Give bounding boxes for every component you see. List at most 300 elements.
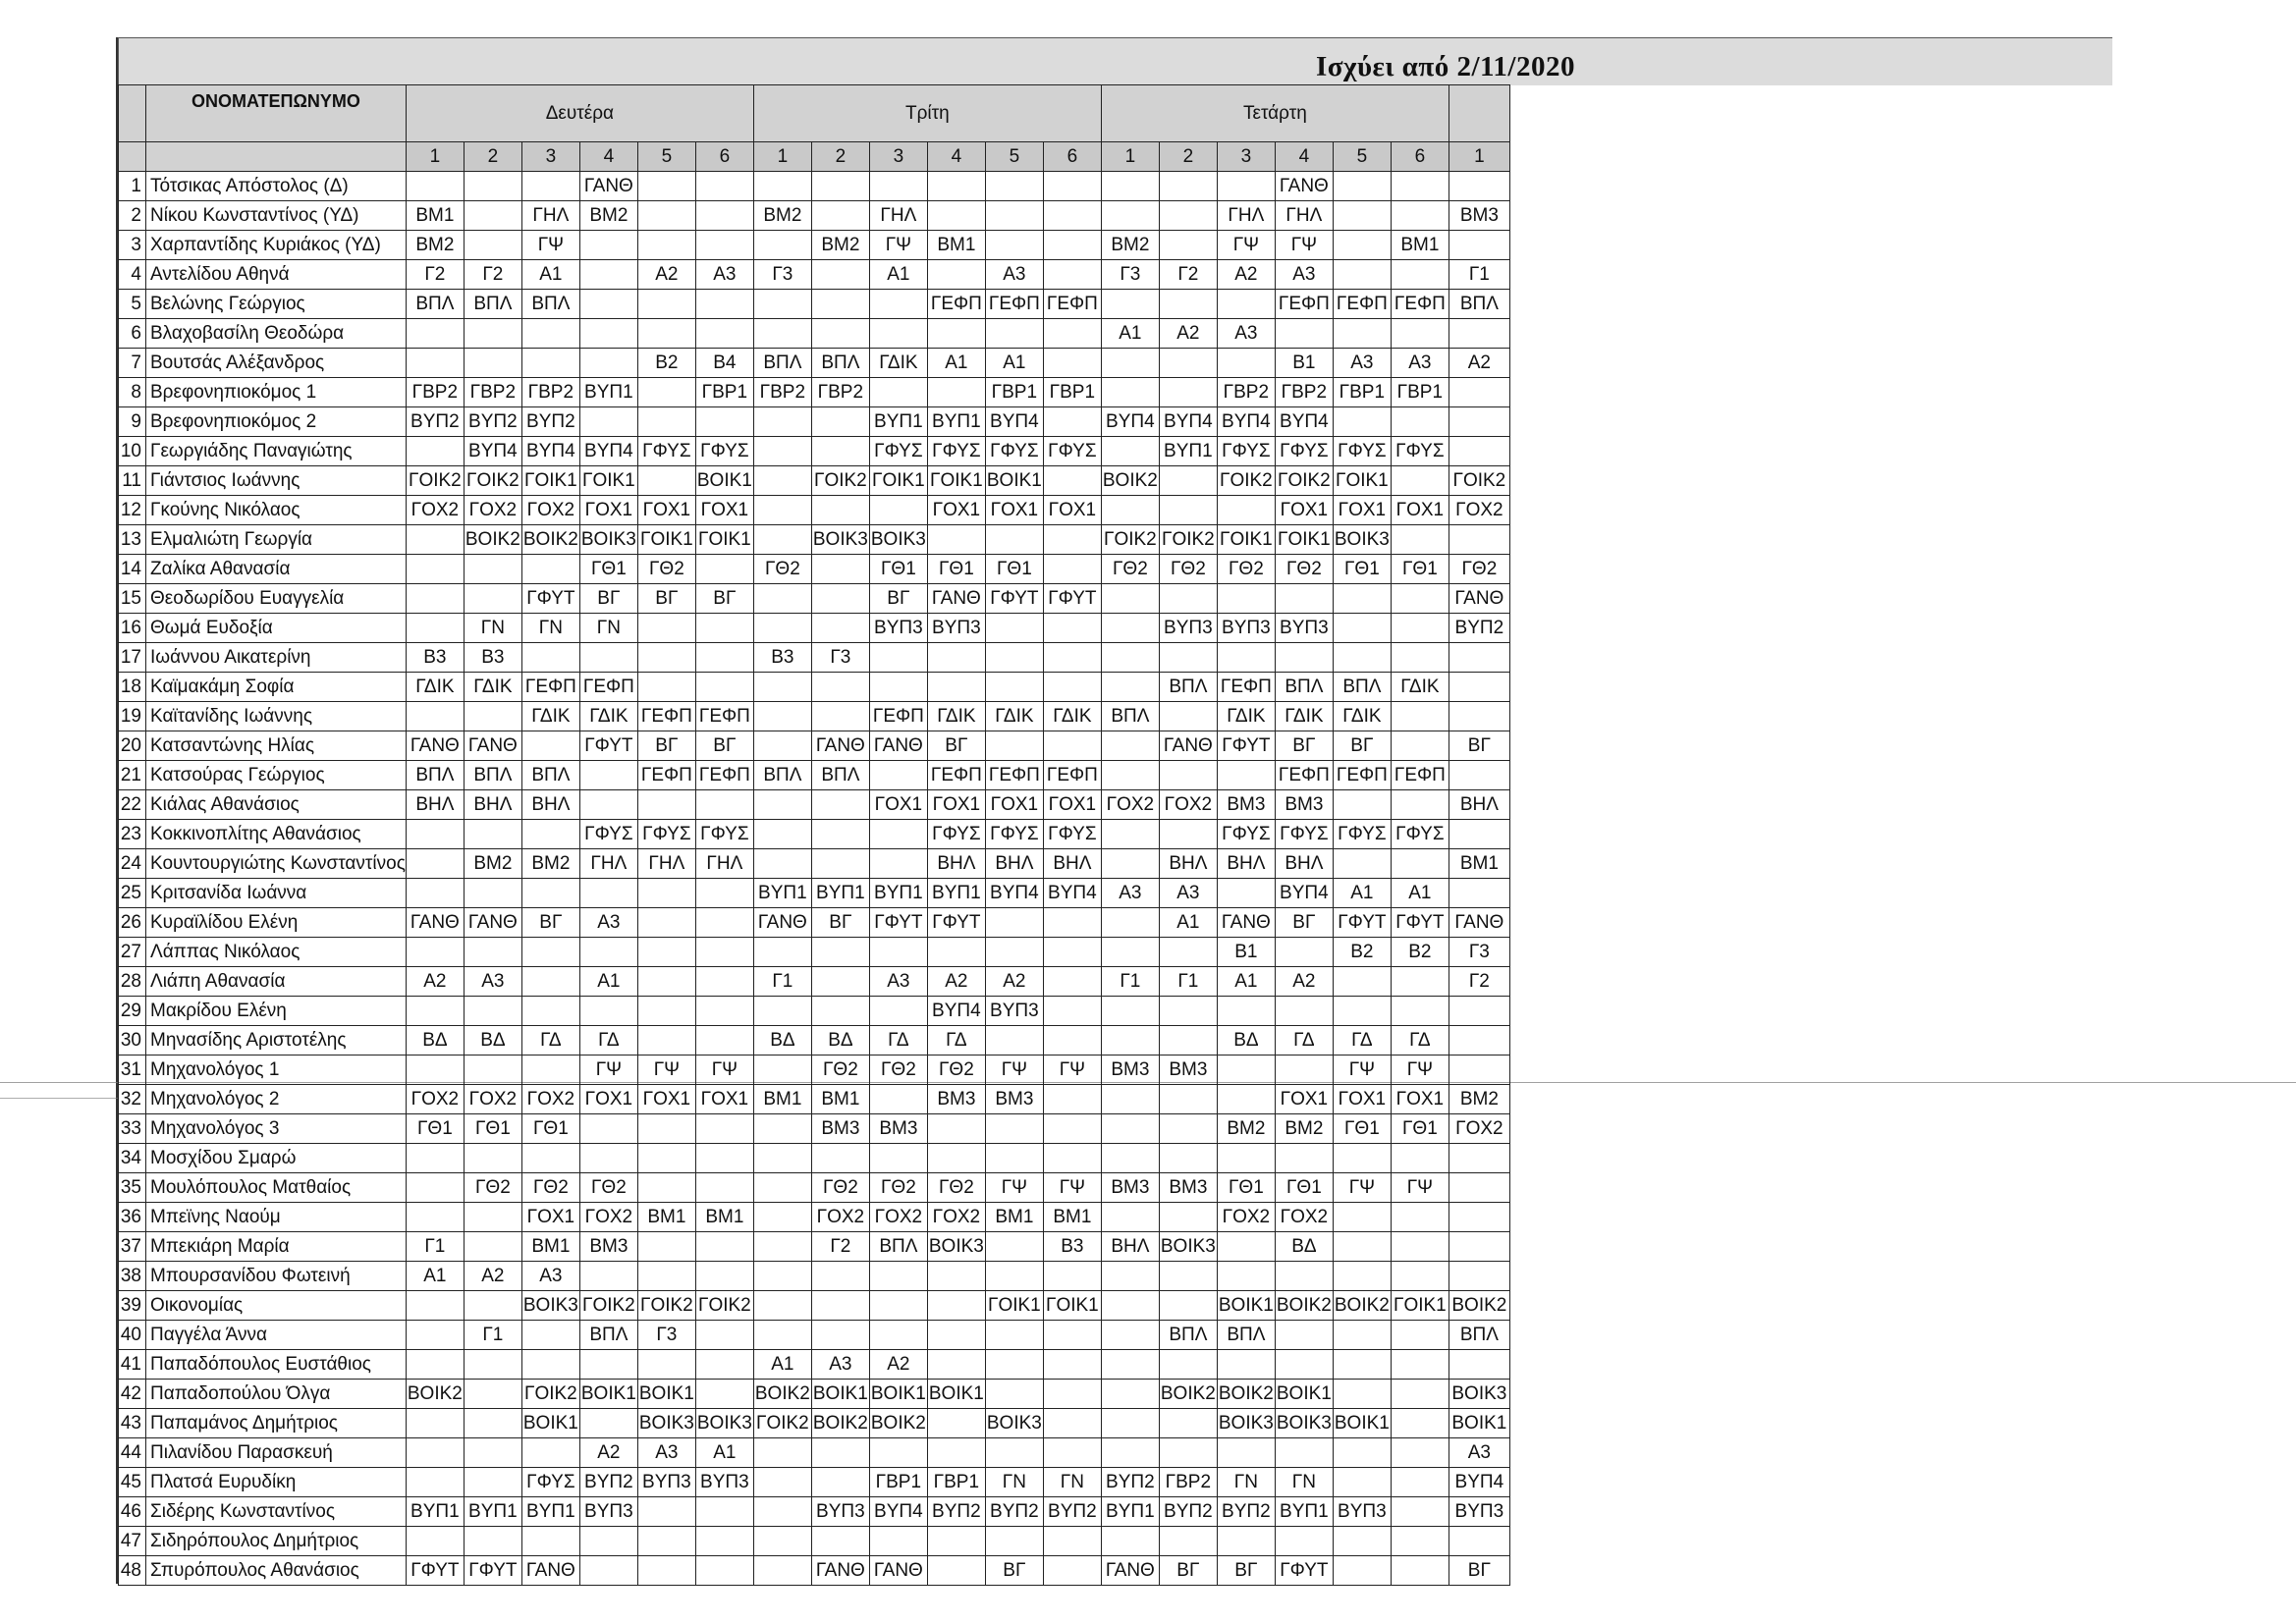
cell-tue-4: ΓΘ1 [927,555,985,584]
table-row [119,1380,1510,1409]
cell-wed-2 [1159,172,1217,201]
cell-wed-6 [1391,172,1449,201]
table-row [119,407,1510,437]
cell-wed-5 [1333,1262,1391,1291]
cell-next-1: ΒΥΠ3 [1449,1497,1509,1527]
cell-mon-3 [521,319,579,349]
cell-wed-3 [1217,997,1275,1026]
teacher-name: Κουντουργιώτης Κωνσταντίνος [146,849,407,879]
cell-mon-5: ΓΨ [637,1056,695,1085]
cell-tue-1 [753,1114,811,1144]
cell-mon-4 [579,1556,637,1586]
row-number: 6 [119,319,146,349]
cell-mon-5: ΓΕΦΠ [637,702,695,731]
cell-wed-5: ΓΟΧ1 [1333,1085,1391,1114]
cell-next-1: ΓΑΝΘ [1449,908,1509,938]
slot-header-mon-1: 1 [406,142,464,172]
cell-mon-1: ΓΔΙΚ [406,673,464,702]
cell-wed-3: ΒΥΠ2 [1217,1497,1275,1527]
cell-mon-4: ΒΠΛ [579,1321,637,1350]
row-number: 32 [119,1085,146,1114]
cell-mon-1: ΒΜ2 [406,231,464,260]
slot-header-row [119,142,1510,172]
cell-tue-2: ΒΓ [811,908,869,938]
cell-tue-4: ΓΟΧ1 [927,790,985,820]
cell-mon-1 [406,997,464,1026]
cell-tue-1 [753,702,811,731]
cell-mon-1: ΒΠΛ [406,761,464,790]
day-header-tuesday: Τρίτη [753,85,1101,142]
teacher-name: Γεωργιάδης Παναγιώτης [146,437,407,466]
cell-tue-1: ΒΟΙΚ2 [753,1380,811,1409]
cell-wed-2 [1159,290,1217,319]
cell-tue-2: ΓΘ2 [811,1056,869,1085]
cell-wed-1: ΒΥΠ2 [1101,1468,1159,1497]
cell-tue-2: ΓΟΧ2 [811,1203,869,1232]
cell-wed-5: ΓΨ [1333,1056,1391,1085]
cell-mon-1: ΒΥΠ1 [406,1497,464,1527]
cell-mon-6: ΓΟΙΚ2 [695,1291,753,1321]
cell-wed-6: ΓΦΥΤ [1391,908,1449,938]
cell-tue-6: ΓΦΥΣ [1043,820,1101,849]
cell-wed-3: ΓΒΡ2 [1217,378,1275,407]
cell-mon-2 [464,1438,521,1468]
cell-wed-1 [1101,1026,1159,1056]
table-row [119,1556,1510,1586]
cell-mon-4 [579,790,637,820]
cell-wed-3 [1217,290,1275,319]
cell-mon-3: ΒΟΙΚ2 [521,525,579,555]
cell-tue-2: ΒΜ2 [811,231,869,260]
cell-tue-2 [811,820,869,849]
cell-tue-2: Γ2 [811,1232,869,1262]
cell-wed-2: ΓΟΙΚ2 [1159,525,1217,555]
cell-tue-4: ΓΔ [927,1026,985,1056]
cell-wed-2: ΒΓ [1159,1556,1217,1586]
table-row [119,584,1510,614]
cell-wed-5: ΓΒΡ1 [1333,378,1391,407]
cell-next-1: Α3 [1449,1438,1509,1468]
cell-mon-1: ΒΔ [406,1026,464,1056]
cell-tue-6 [1043,1321,1101,1350]
cell-mon-1: ΓΟΧ2 [406,496,464,525]
cell-tue-3: ΓΘ2 [869,1173,927,1203]
table-row [119,820,1510,849]
cell-tue-6 [1043,1527,1101,1556]
cell-tue-1 [753,938,811,967]
cell-tue-3: ΒΓ [869,584,927,614]
table-row [119,260,1510,290]
cell-mon-5: ΒΥΠ3 [637,1468,695,1497]
teacher-name: Κατσαντώνης Ηλίας [146,731,407,761]
cell-mon-5: ΓΟΧ1 [637,496,695,525]
cell-wed-4 [1275,997,1333,1026]
cell-mon-4 [579,1409,637,1438]
cell-next-1 [1449,673,1509,702]
cell-wed-1 [1101,673,1159,702]
cell-wed-2: ΒΠΛ [1159,673,1217,702]
cell-tue-4 [927,260,985,290]
table-row [119,1497,1510,1527]
cell-wed-3 [1217,643,1275,673]
cell-mon-3: ΒΠΛ [521,761,579,790]
cell-mon-4 [579,997,637,1026]
cell-tue-1 [753,1527,811,1556]
cell-mon-4 [579,260,637,290]
cell-tue-2 [811,496,869,525]
cell-mon-5 [637,1527,695,1556]
cell-mon-5 [637,673,695,702]
cell-wed-6 [1391,201,1449,231]
cell-next-1: ΒΟΙΚ3 [1449,1380,1509,1409]
cell-tue-3 [869,378,927,407]
cell-tue-3: ΒΟΙΚ2 [869,1409,927,1438]
cell-tue-4: Α2 [927,967,985,997]
cell-mon-6 [695,938,753,967]
cell-tue-2 [811,849,869,879]
cell-tue-1: ΒΜ1 [753,1085,811,1114]
cell-wed-1 [1101,1114,1159,1144]
cell-wed-6: ΓΦΥΣ [1391,820,1449,849]
cell-mon-6: ΓΒΡ1 [695,378,753,407]
cell-wed-2 [1159,820,1217,849]
cell-wed-1 [1101,1262,1159,1291]
cell-wed-3 [1217,1232,1275,1262]
cell-wed-3: ΓΘ1 [1217,1173,1275,1203]
cell-wed-6 [1391,849,1449,879]
cell-tue-4: ΒΟΙΚ1 [927,1380,985,1409]
cell-next-1: ΓΟΧ2 [1449,496,1509,525]
teacher-name: Παπαδοπούλου Όλγα [146,1380,407,1409]
cell-wed-4: ΒΟΙΚ3 [1275,1409,1333,1438]
cell-mon-5 [637,1026,695,1056]
cell-wed-1: ΒΜ2 [1101,231,1159,260]
cell-tue-5 [985,643,1043,673]
cell-wed-5: ΓΘ1 [1333,1114,1391,1144]
cell-wed-3: ΓΟΙΚ1 [1217,525,1275,555]
cell-tue-5: Α1 [985,349,1043,378]
cell-mon-2 [464,1468,521,1497]
cell-wed-6 [1391,525,1449,555]
teacher-name: Βρεφονηπιοκόμος 2 [146,407,407,437]
row-number: 22 [119,790,146,820]
cell-mon-4 [579,879,637,908]
cell-wed-1 [1101,437,1159,466]
cell-tue-6 [1043,1438,1101,1468]
cell-wed-3: ΓΦΥΣ [1217,437,1275,466]
table-row [119,466,1510,496]
cell-wed-4 [1275,1321,1333,1350]
cell-tue-1: ΒΜ2 [753,201,811,231]
cell-mon-1 [406,1144,464,1173]
table-row [119,1056,1510,1085]
cell-tue-4 [927,1409,985,1438]
cell-mon-2: ΒΔ [464,1026,521,1056]
cell-wed-1 [1101,1291,1159,1321]
cell-wed-3: ΒΟΙΚ3 [1217,1409,1275,1438]
cell-wed-6 [1391,1497,1449,1527]
cell-mon-3 [521,938,579,967]
cell-tue-4: ΓΦΥΤ [927,908,985,938]
cell-tue-3: ΓΘ2 [869,1056,927,1085]
cell-mon-1: ΓΟΧ2 [406,1085,464,1114]
row-number: 21 [119,761,146,790]
teacher-name: Κριτσανίδα Ιωάννα [146,879,407,908]
row-number: 23 [119,820,146,849]
cell-mon-1 [406,938,464,967]
cell-tue-1: Β3 [753,643,811,673]
cell-mon-2: ΒΥΠ4 [464,437,521,466]
cell-wed-6 [1391,614,1449,643]
cell-tue-4 [927,1114,985,1144]
cell-tue-5 [985,731,1043,761]
cell-wed-5 [1333,1321,1391,1350]
cell-wed-5: ΒΥΠ3 [1333,1497,1391,1527]
slot-header-wed-2: 2 [1159,142,1217,172]
cell-wed-2 [1159,201,1217,231]
teacher-name: Μπουρσανίδου Φωτεινή [146,1262,407,1291]
cell-mon-3: ΓΨ [521,231,579,260]
cell-mon-4 [579,1144,637,1173]
cell-tue-5 [985,938,1043,967]
cell-wed-6: ΓΘ1 [1391,1114,1449,1144]
cell-mon-4 [579,1262,637,1291]
cell-mon-2: ΒΟΙΚ2 [464,525,521,555]
cell-wed-2: ΓΟΧ2 [1159,790,1217,820]
cell-wed-6 [1391,1203,1449,1232]
row-number: 47 [119,1527,146,1556]
cell-mon-1 [406,584,464,614]
cell-tue-5: ΒΥΠ4 [985,407,1043,437]
row-number: 10 [119,437,146,466]
cell-wed-4: ΓΔ [1275,1026,1333,1056]
table-row [119,1203,1510,1232]
cell-tue-3: Α2 [869,1350,927,1380]
cell-wed-2: ΒΜ3 [1159,1056,1217,1085]
teacher-name: Παπαμάνος Δημήτριος [146,1409,407,1438]
cell-tue-5: ΒΗΛ [985,849,1043,879]
table-row [119,1232,1510,1262]
cell-tue-2: ΒΔ [811,1026,869,1056]
cell-wed-5: ΒΓ [1333,731,1391,761]
cell-tue-2: ΓΘ2 [811,1173,869,1203]
cell-tue-1 [753,1497,811,1527]
cell-mon-2 [464,820,521,849]
cell-mon-4: ΓΦΥΤ [579,731,637,761]
cell-mon-4: ΒΟΙΚ3 [579,525,637,555]
table-row [119,378,1510,407]
cell-next-1 [1449,1173,1509,1203]
row-number: 48 [119,1556,146,1586]
cell-mon-1 [406,849,464,879]
cell-next-1 [1449,702,1509,731]
teacher-name: Μοσχίδου Σμαρώ [146,1144,407,1173]
cell-wed-2 [1159,1114,1217,1144]
slot-header-mon-6: 6 [695,142,753,172]
cell-tue-6 [1043,997,1101,1026]
cell-wed-1 [1101,584,1159,614]
cell-tue-4 [927,1262,985,1291]
cell-next-1: ΒΠΛ [1449,290,1509,319]
cell-wed-6 [1391,1438,1449,1468]
cell-mon-2 [464,702,521,731]
cell-tue-6 [1043,731,1101,761]
cell-mon-6 [695,1144,753,1173]
cell-tue-1: ΒΥΠ1 [753,879,811,908]
cell-tue-6: ΒΜ1 [1043,1203,1101,1232]
cell-mon-1 [406,437,464,466]
cell-mon-4 [579,1114,637,1144]
cell-wed-3: ΒΗΛ [1217,849,1275,879]
cell-next-1: ΒΓ [1449,731,1509,761]
cell-mon-5: ΓΟΧ1 [637,1085,695,1114]
cell-mon-1 [406,349,464,378]
cell-mon-6 [695,1173,753,1203]
cell-tue-1 [753,1556,811,1586]
cell-mon-1 [406,1203,464,1232]
cell-wed-5 [1333,1203,1391,1232]
cell-wed-5 [1333,1144,1391,1173]
cell-tue-6 [1043,525,1101,555]
cell-tue-5: ΓΦΥΣ [985,437,1043,466]
cell-tue-4 [927,673,985,702]
cell-wed-1 [1101,1321,1159,1350]
cell-mon-4: ΒΥΠ1 [579,378,637,407]
cell-tue-3: ΓΟΙΚ1 [869,466,927,496]
teacher-name: Παπαδόπουλος Ευστάθιος [146,1350,407,1380]
cell-mon-5 [637,290,695,319]
cell-tue-3 [869,1527,927,1556]
teacher-name: Βρεφονηπιοκόμος 1 [146,378,407,407]
cell-tue-2 [811,1468,869,1497]
cell-wed-1 [1101,820,1159,849]
cell-tue-6: ΓΕΦΠ [1043,761,1101,790]
cell-tue-1 [753,496,811,525]
row-number: 30 [119,1026,146,1056]
cell-mon-6 [695,1114,753,1144]
cell-tue-5 [985,1026,1043,1056]
cell-tue-3: ΓΒΡ1 [869,1468,927,1497]
row-number: 41 [119,1350,146,1380]
cell-tue-2: ΓΟΙΚ2 [811,466,869,496]
cell-wed-1 [1101,1380,1159,1409]
teacher-name: Λάππας Νικόλαος [146,938,407,967]
cell-tue-6: Β3 [1043,1232,1101,1262]
cell-tue-5 [985,172,1043,201]
cell-mon-2 [464,555,521,584]
cell-wed-2 [1159,349,1217,378]
cell-wed-2: ΒΥΠ2 [1159,1497,1217,1527]
cell-tue-4: ΓΘ2 [927,1173,985,1203]
teacher-name: Μηχανολόγος 3 [146,1114,407,1144]
cell-wed-1: ΓΑΝΘ [1101,1556,1159,1586]
cell-mon-4: Α1 [579,967,637,997]
cell-wed-1 [1101,761,1159,790]
cell-tue-6: ΒΥΠ2 [1043,1497,1101,1527]
cell-mon-3: ΓΟΙΚ2 [521,1380,579,1409]
cell-tue-6 [1043,349,1101,378]
cell-mon-3: ΓΔΙΚ [521,702,579,731]
cell-tue-3: ΒΥΠ1 [869,407,927,437]
cell-wed-1 [1101,938,1159,967]
cell-wed-5: Α1 [1333,879,1391,908]
cell-wed-1: ΒΗΛ [1101,1232,1159,1262]
cell-mon-5: ΒΓ [637,584,695,614]
cell-wed-2 [1159,1409,1217,1438]
title-band [118,37,2112,85]
cell-mon-1 [406,820,464,849]
cell-mon-5 [637,790,695,820]
cell-wed-2 [1159,1262,1217,1291]
cell-next-1 [1449,879,1509,908]
table-row [119,938,1510,967]
cell-tue-6 [1043,673,1101,702]
cell-tue-4: ΓΘ2 [927,1056,985,1085]
cell-tue-2 [811,673,869,702]
table-row [119,1262,1510,1291]
cell-mon-2: ΓΘ2 [464,1173,521,1203]
cell-mon-6: ΓΟΧ1 [695,1085,753,1114]
cell-mon-1 [406,1173,464,1203]
cell-tue-1 [753,1321,811,1350]
cell-mon-2 [464,997,521,1026]
cell-tue-4: ΓΔΙΚ [927,702,985,731]
cell-wed-4: ΓΟΙΚ2 [1275,466,1333,496]
cell-wed-2: ΓΘ2 [1159,555,1217,584]
cell-tue-1 [753,1262,811,1291]
cell-next-1 [1449,1056,1509,1085]
cell-mon-1 [406,702,464,731]
cell-mon-3: ΓΗΛ [521,201,579,231]
cell-wed-5: ΓΟΧ1 [1333,496,1391,525]
cell-mon-2: ΒΥΠ2 [464,407,521,437]
cell-mon-4: ΒΥΠ3 [579,1497,637,1527]
teacher-name: Θεοδωρίδου Ευαγγελία [146,584,407,614]
day-header-monday: Δευτέρα [406,85,753,142]
cell-tue-1: ΓΒΡ2 [753,378,811,407]
cell-mon-2: ΓΟΙΚ2 [464,466,521,496]
cell-mon-1 [406,525,464,555]
cell-tue-4: ΓΕΦΠ [927,761,985,790]
cell-mon-6: ΒΓ [695,584,753,614]
table-row [119,525,1510,555]
cell-tue-2: ΒΜ3 [811,1114,869,1144]
cell-wed-2 [1159,231,1217,260]
cell-mon-4: ΓΟΙΚ1 [579,466,637,496]
teacher-name: Κοκκινοπλίτης Αθανάσιος [146,820,407,849]
cell-tue-3 [869,1262,927,1291]
cell-tue-5 [985,1232,1043,1262]
cell-wed-3: ΓΕΦΠ [1217,673,1275,702]
cell-wed-4: Β1 [1275,349,1333,378]
cell-wed-1: ΒΜ3 [1101,1056,1159,1085]
cell-tue-3 [869,496,927,525]
cell-mon-5 [637,172,695,201]
cell-wed-6 [1391,790,1449,820]
cell-mon-5 [637,1144,695,1173]
row-number: 35 [119,1173,146,1203]
cell-tue-6 [1043,643,1101,673]
cell-mon-3: ΒΠΛ [521,290,579,319]
teacher-name: Πιλανίδου Παρασκευή [146,1438,407,1468]
cell-tue-1 [753,614,811,643]
cell-wed-1: ΒΟΙΚ2 [1101,466,1159,496]
day-header-next [1449,85,1509,142]
table-row [119,201,1510,231]
cell-tue-3 [869,643,927,673]
cell-mon-1: ΓΒΡ2 [406,378,464,407]
cell-tue-5 [985,1321,1043,1350]
